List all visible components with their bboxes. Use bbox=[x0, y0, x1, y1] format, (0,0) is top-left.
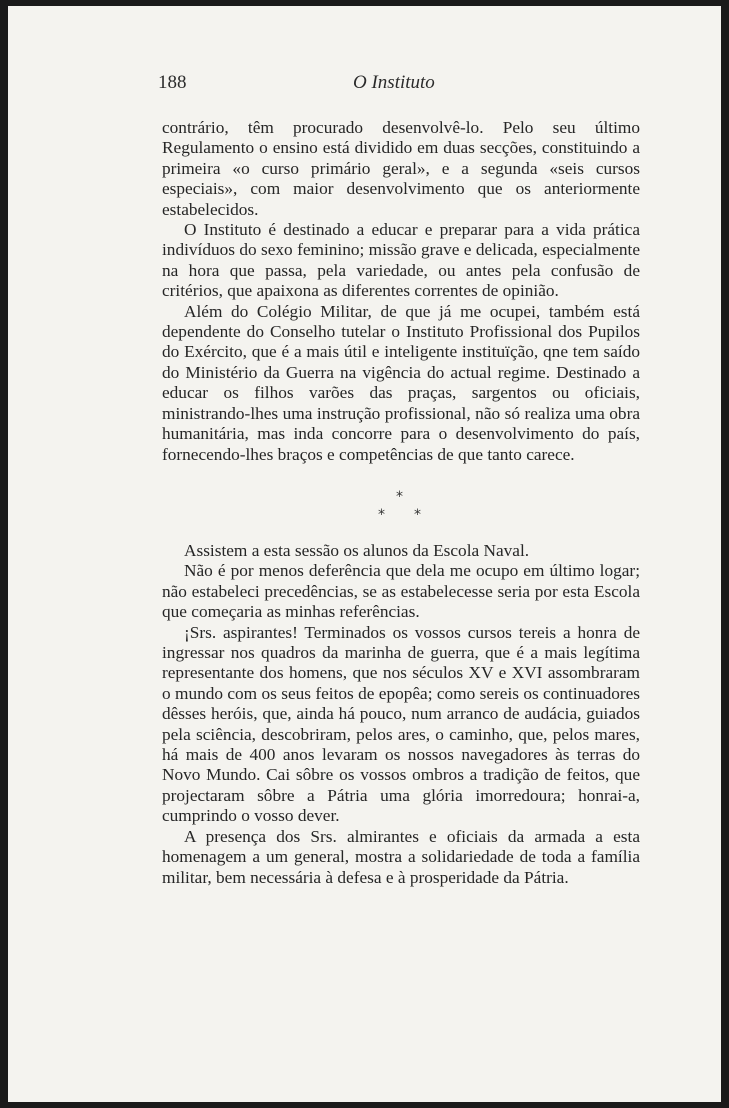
paragraph: Não é por menos deferência que dela me ocupo em último logar; não estabeleci precedências, se as estabelecesse seria por esta Escola que começaria as minhas referências. bbox=[162, 561, 640, 622]
paragraph: O Instituto é destinado a educar e preparar para a vida prática indivíduos do sexo feminino; missão grave e delicada, especialmente na hora que passa, pela variedade, ou antes pela confusão de critérios, que apaixona as diferentes correntes de opinião. bbox=[162, 220, 640, 301]
paragraph: Assistem a esta sessão os alunos da Escola Naval. bbox=[184, 541, 530, 560]
text-section-2 bbox=[162, 541, 640, 888]
running-title: O Instituto bbox=[353, 72, 435, 93]
page-number: 188 bbox=[158, 72, 187, 93]
text-section-1 bbox=[162, 118, 640, 465]
book-page bbox=[8, 6, 721, 1102]
paragraph: A presença dos Srs. almirantes e oficiais da armada a esta homenagem a um general, mostra a solidariedade de toda a família militar, bem necessária à defesa e à prosperidade da Pátria. bbox=[162, 826, 640, 887]
paragraph: contrário, têm procurado desenvolvê-lo. Pelo seu último Regulamento o ensino está dividido em duas secções, constituindo a primeira «o curso primário geral», e a segunda «seis cursos especiais», com maior desenvolvimento que os anteriormente estabelecidos. bbox=[162, 118, 640, 219]
separator-star: * bbox=[414, 507, 421, 523]
separator-star: * bbox=[396, 489, 403, 505]
separator-star: * bbox=[378, 507, 385, 523]
page-header bbox=[158, 70, 640, 100]
paragraph: ¡Srs. aspirantes! Terminados os vossos cursos tereis a honra de ingressar nos quadros da marinha de guerra, que é a mais legítima representante dos homens, que nos séculos XV e XVI assombraram o mundo com os seus feitos de epopêa; como sereis os continuadores dêsses heróis, que, ainda há pouco, num arranco de audácia, guiados pela sciência, descobriram, pelos ares, o caminho, que, pelos mares, há mais de 400 anos levaram os nossos navegadores às terras do Novo Mundo. Cai sôbre os vossos ombros a tradição de feitos, que projectaram sôbre a Pátria uma glória imorredoura; honrai-a, cumprindo o vosso dever. bbox=[162, 622, 640, 826]
paragraph: Além do Colégio Militar, de que já me ocupei, também está dependente do Conselho tutelar o Instituto Profissional dos Pupilos do Exército, que é a mais útil e inteligente instituïção, qne tem saído do Ministério da Guerra na vigência do actual regime. Destinado a educar os filhos varões das praças, sargentos ou oficiais, ministrando-lhes uma instrução profissional, não só realiza uma obra humanitária, mas inda concorre para o desenvolvimento do país, fornecendo-lhes braços e competências de que tanto carece. bbox=[162, 301, 640, 464]
section-separator bbox=[368, 489, 428, 529]
